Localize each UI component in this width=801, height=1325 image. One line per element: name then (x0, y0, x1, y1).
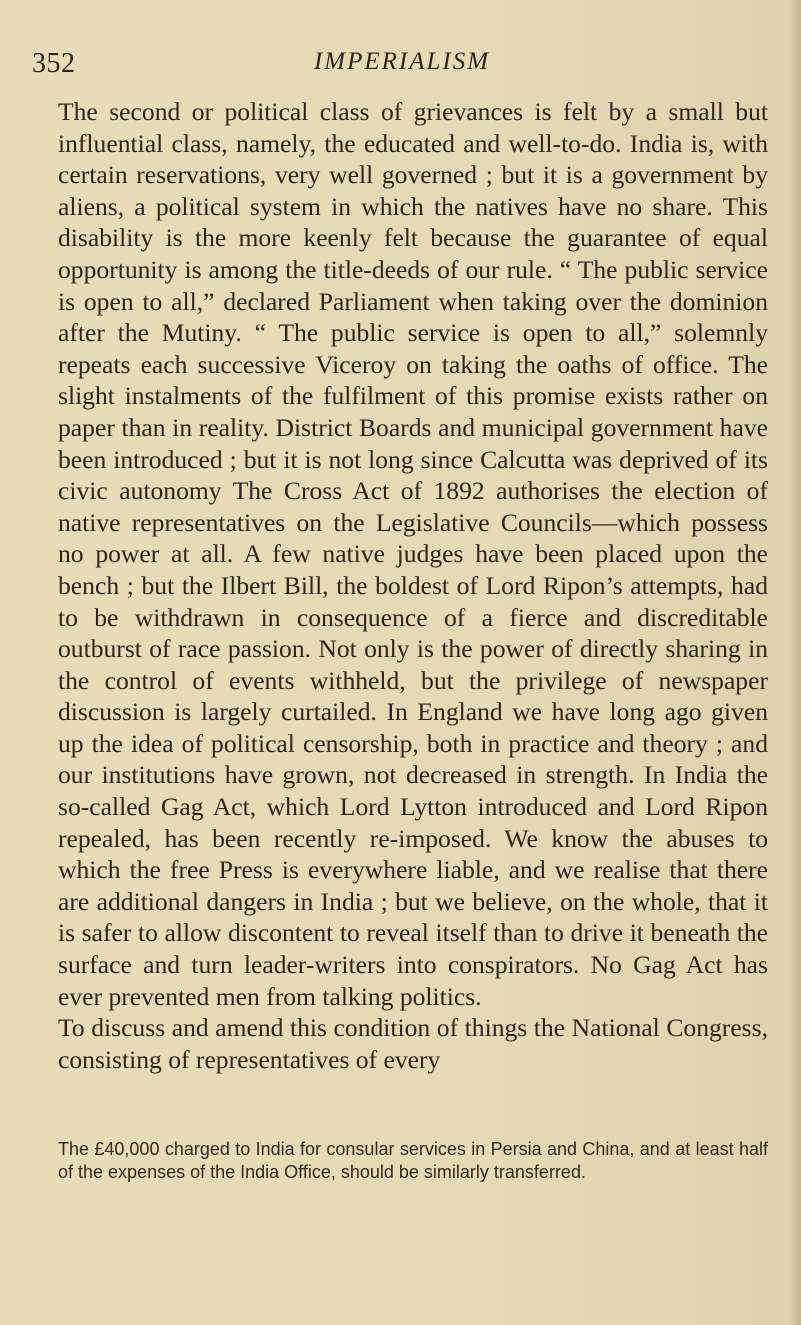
paragraph: The second or political class of grievances is felt by a small but influential class, namely, the educated and well-to-do. India is, with certain reservations, very well governed ; but it is a government by aliens, a political system in which the natives have no share. This disability is the more keenly felt because the guarantee of equal opportunity is among the title-deeds of our rule. “ The public service is open to all,” declared Parliament when taking over the dominion after the Mutiny. “ The public service is open to all,” solemnly repeats each successive Viceroy on taking the oaths of office. The slight instalments of the fulfilment of this promise exists rather on paper than in reality. District Boards and municipal government have been introduced ; but it is not long since Calcutta was deprived of its civic autonomy The Cross Act of 1892 authorises the election of native representatives on the Legislative Councils—which possess no power at all. A few native judges have been placed upon the bench ; but the Ilbert Bill, the boldest of Lord Ripon’s attempts, had to be withdrawn in consequence of a fierce and discreditable outburst of race passion. Not only is the power of directly sharing in the control of events withheld, but the privilege of newspaper discussion is largely curtailed. In England we have long ago given up the idea of political censorship, both in practice and theory ; and our institutions have grown, not decreased in strength. In India the so-called Gag Act, which Lord Lytton introduced and Lord Ripon repealed, has been recently re-imposed. We know the abuses to which the free Press is everywhere liable, and we realise that there are additional dangers in India ; but we believe, on the whole, that it is safer to allow discontent to reveal itself than to drive it beneath the surface and turn leader-writers into conspirators. No Gag Act has ever prevented men from talking politics. (58, 97, 768, 1011)
running-head: IMPERIALISM (313, 48, 491, 75)
page-edge-shadow (789, 0, 801, 1325)
page-number: 352 (32, 48, 76, 79)
paragraph: To discuss and amend this condition of things the National Congress, consisting of representatives of every (58, 1013, 768, 1074)
footnote: The £40,000 charged to India for consular services in Persia and China, and at least half of the expenses of the India Office, should be similarly transferred. (58, 1139, 768, 1182)
main-text (58, 96, 768, 1075)
page-header (32, 48, 772, 88)
